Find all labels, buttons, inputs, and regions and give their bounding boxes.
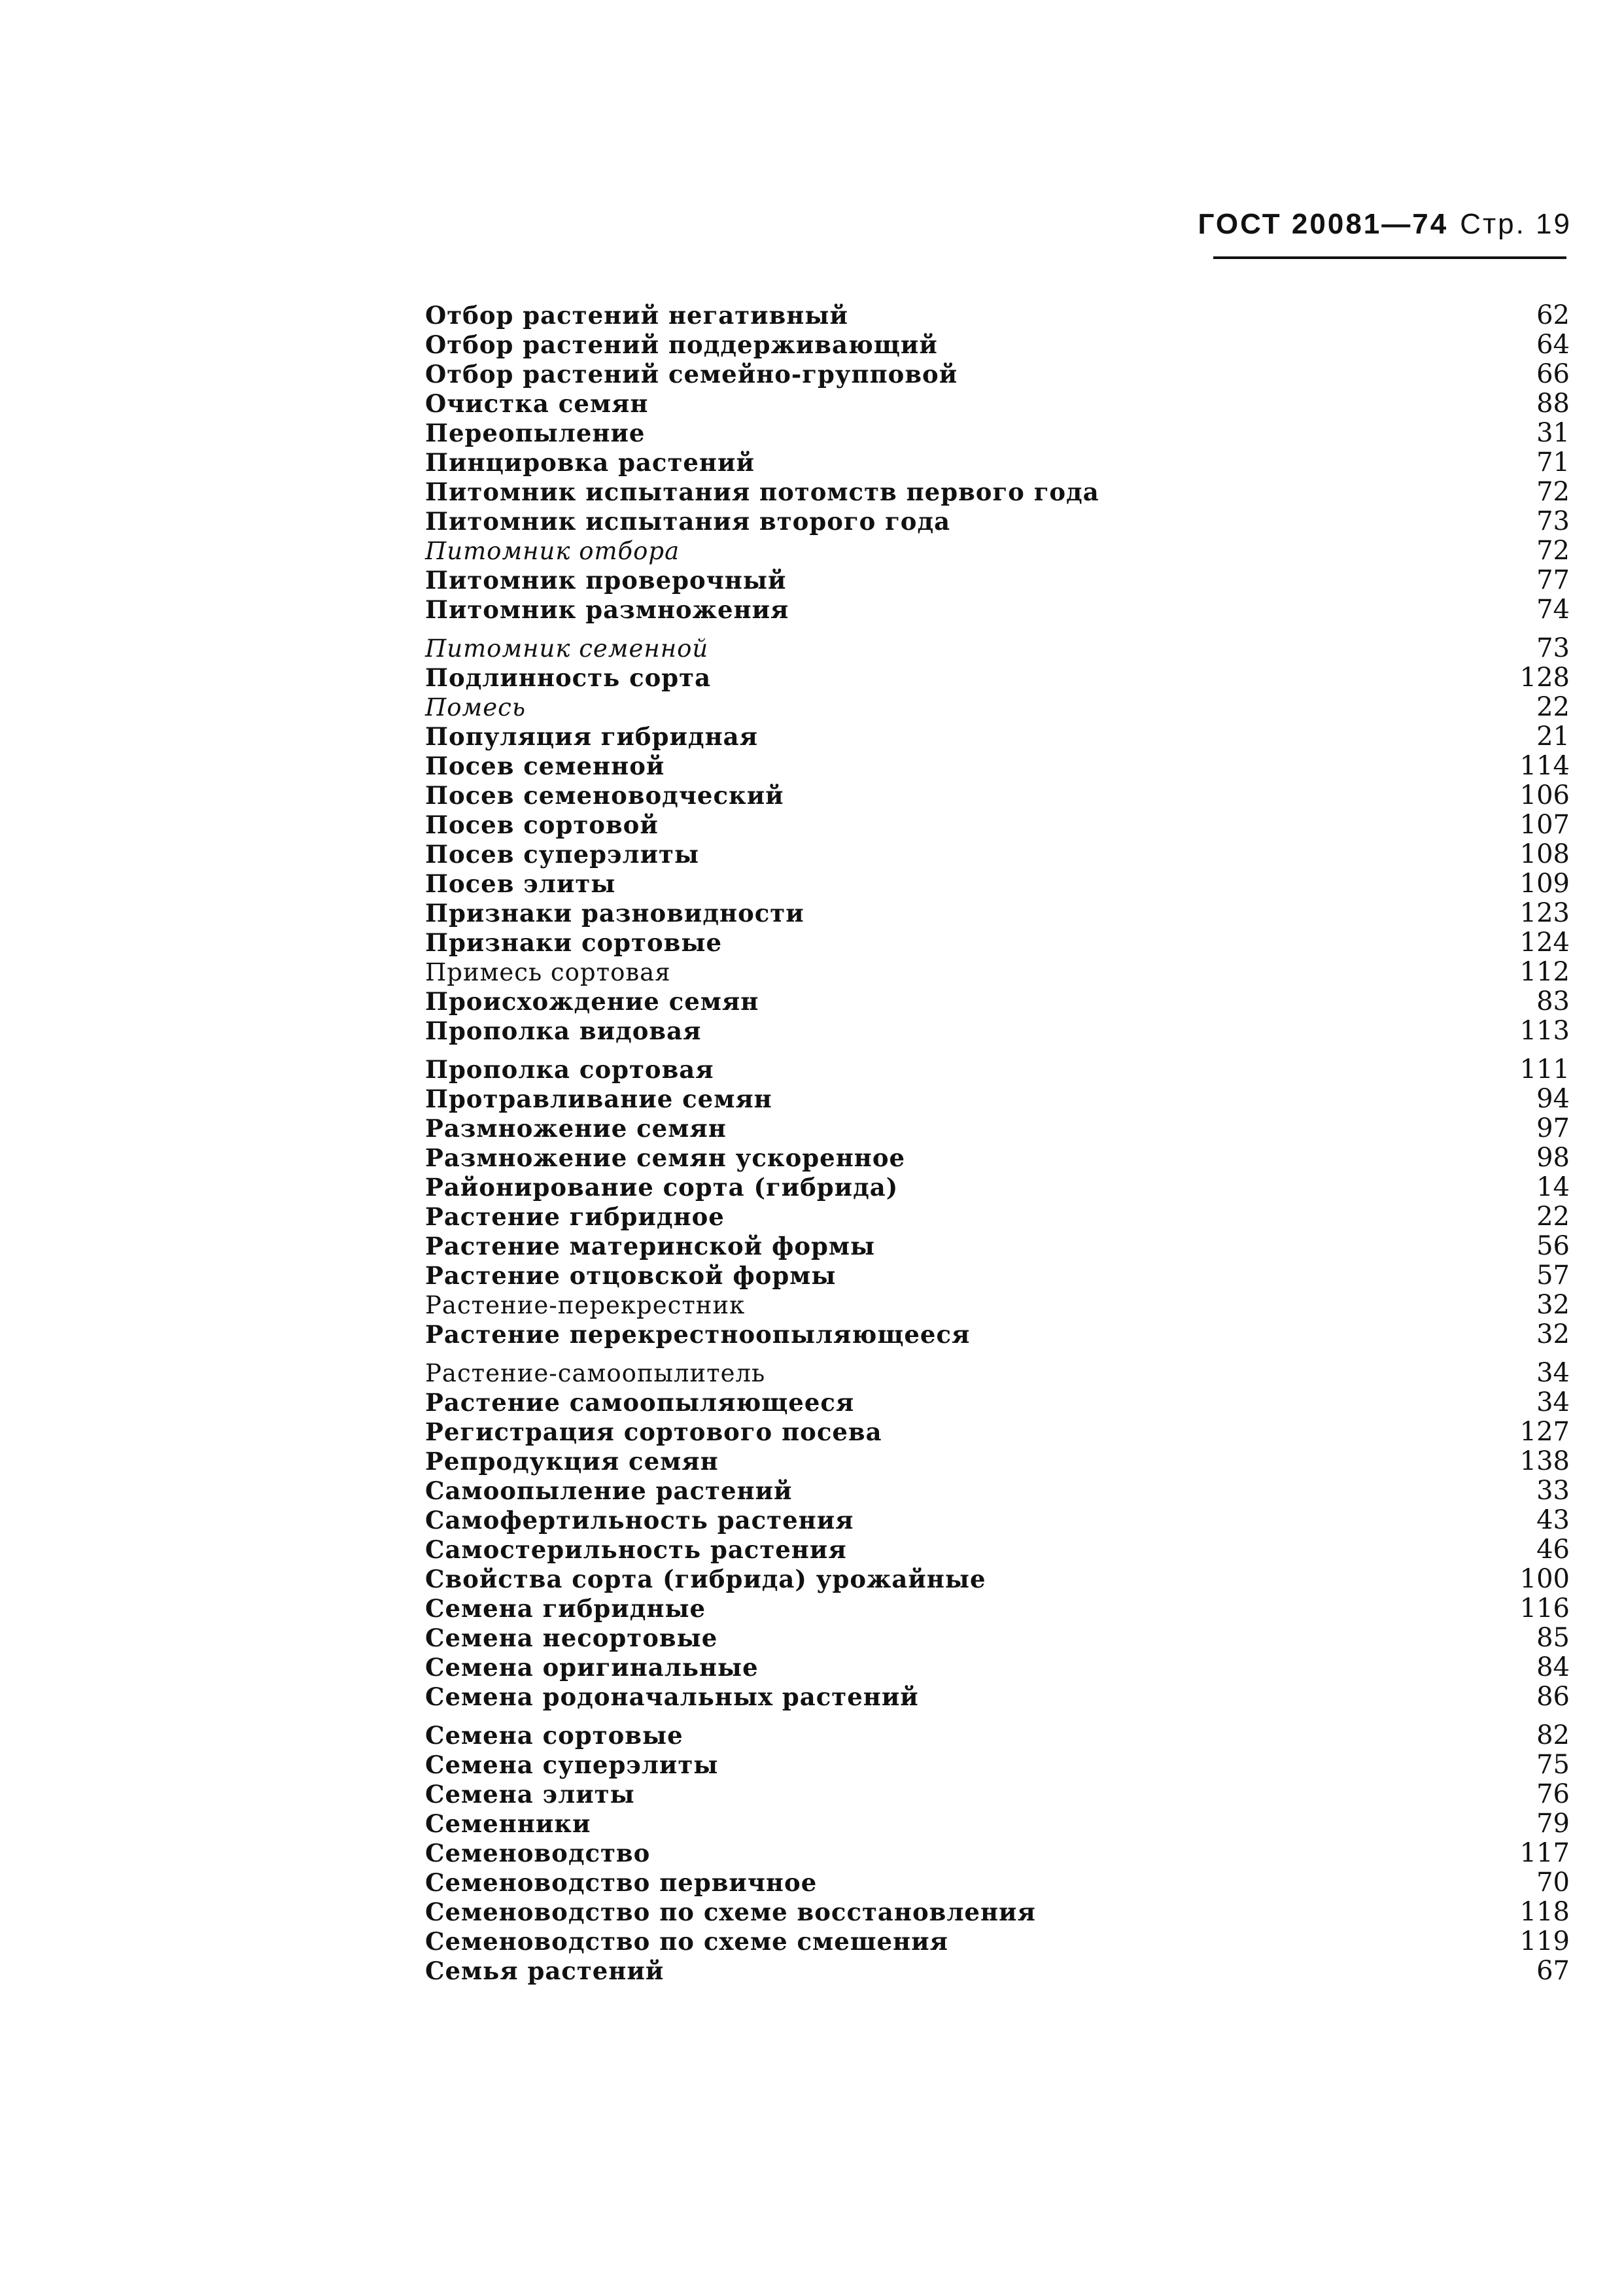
term-index-list bbox=[425, 301, 1570, 1986]
index-term: Растение самоопыляющееся bbox=[425, 1388, 855, 1417]
index-entry bbox=[425, 595, 1570, 625]
index-page-number: 64 bbox=[1536, 330, 1570, 360]
index-term: Отбор растений семейно-групповой bbox=[425, 360, 958, 389]
index-term: Семенники bbox=[425, 1809, 591, 1838]
index-entry bbox=[425, 1476, 1570, 1506]
index-entry bbox=[425, 1417, 1570, 1447]
index-term: Семена суперэлиты bbox=[425, 1750, 719, 1779]
index-term: Пинцировка растений bbox=[425, 448, 755, 477]
index-page-number: 33 bbox=[1536, 1476, 1570, 1506]
index-term: Посев элиты bbox=[425, 869, 616, 898]
index-term: Примесь сортовая bbox=[425, 958, 671, 986]
index-page-number: 114 bbox=[1519, 751, 1570, 781]
index-term: Семена родоначальных растений bbox=[425, 1682, 919, 1711]
index-term: Признаки сортовые bbox=[425, 928, 722, 957]
index-page-number: 118 bbox=[1519, 1897, 1570, 1927]
index-page-number: 107 bbox=[1519, 810, 1570, 840]
index-entry bbox=[425, 781, 1570, 810]
index-entry bbox=[425, 1653, 1570, 1682]
index-term: Питомник размножения bbox=[425, 595, 789, 624]
index-entry bbox=[425, 1085, 1570, 1114]
index-page-number: 43 bbox=[1536, 1505, 1570, 1535]
index-entry bbox=[425, 1868, 1570, 1898]
index-entry bbox=[425, 536, 1570, 566]
index-page-number: 72 bbox=[1536, 536, 1570, 566]
index-term: Помесь bbox=[425, 693, 526, 721]
index-term: Питомник отбора bbox=[425, 537, 680, 565]
index-entry bbox=[425, 1388, 1570, 1417]
index-page-number: 70 bbox=[1536, 1867, 1570, 1898]
index-page-number: 108 bbox=[1519, 839, 1570, 869]
index-page-number: 128 bbox=[1519, 663, 1570, 693]
index-term: Самостерильность растения bbox=[425, 1535, 847, 1564]
index-page-number: 32 bbox=[1536, 1290, 1570, 1320]
index-page-number: 73 bbox=[1536, 506, 1570, 536]
index-term: Питомник семенной bbox=[425, 634, 709, 663]
index-entry bbox=[425, 360, 1570, 389]
index-entry bbox=[425, 1623, 1570, 1653]
index-entry bbox=[425, 477, 1570, 507]
index-entry bbox=[425, 1055, 1570, 1085]
index-page-number: 100 bbox=[1519, 1564, 1570, 1594]
index-entry bbox=[425, 663, 1570, 693]
index-term: Протравливание семян bbox=[425, 1085, 772, 1113]
index-page-number: 123 bbox=[1519, 898, 1570, 928]
index-term: Семеноводство по схеме восстановления bbox=[425, 1898, 1036, 1926]
index-page-number: 116 bbox=[1519, 1593, 1570, 1623]
index-entry bbox=[425, 389, 1570, 419]
index-page-number: 31 bbox=[1536, 418, 1570, 448]
index-entry bbox=[425, 1114, 1570, 1143]
index-term: Подлинность сорта bbox=[425, 663, 712, 692]
index-term: Растение-самоопылитель bbox=[425, 1359, 766, 1387]
index-term: Отбор растений поддерживающий bbox=[425, 330, 938, 359]
index-page-number: 21 bbox=[1536, 721, 1570, 752]
index-entry bbox=[425, 1016, 1570, 1046]
index-entry bbox=[425, 1780, 1570, 1809]
index-term: Питомник испытания потомств первого года bbox=[425, 477, 1099, 506]
index-page-number: 57 bbox=[1536, 1260, 1570, 1291]
index-page-number: 73 bbox=[1536, 633, 1570, 663]
index-page-number: 124 bbox=[1519, 928, 1570, 958]
standard-designation: ГОСТ 20081—74 bbox=[1198, 208, 1449, 240]
index-page-number: 106 bbox=[1519, 780, 1570, 810]
index-page-number: 84 bbox=[1536, 1652, 1570, 1682]
page-number-label: Стр. 19 bbox=[1460, 208, 1572, 240]
index-page-number: 22 bbox=[1536, 1202, 1570, 1232]
index-entry bbox=[425, 1750, 1570, 1780]
index-page-number: 113 bbox=[1519, 1016, 1570, 1046]
index-entry bbox=[425, 1291, 1570, 1320]
index-page-number: 76 bbox=[1536, 1779, 1570, 1809]
index-page-number: 67 bbox=[1536, 1956, 1570, 1986]
index-page-number: 75 bbox=[1536, 1750, 1570, 1780]
index-page-number: 46 bbox=[1536, 1535, 1570, 1565]
index-page-number: 77 bbox=[1536, 565, 1570, 595]
index-page-number: 71 bbox=[1536, 447, 1570, 477]
index-entry bbox=[425, 1447, 1570, 1476]
index-entry bbox=[425, 869, 1570, 899]
index-term: Прополка видовая bbox=[425, 1016, 702, 1045]
index-entry bbox=[425, 840, 1570, 869]
index-entry bbox=[425, 899, 1570, 928]
index-entry bbox=[425, 693, 1570, 722]
index-entry bbox=[425, 1320, 1570, 1349]
index-entry bbox=[425, 1839, 1570, 1868]
index-term: Отбор растений негативный bbox=[425, 301, 848, 330]
index-page-number: 127 bbox=[1519, 1417, 1570, 1447]
index-term: Происхождение семян bbox=[425, 987, 759, 1016]
index-page-number: 66 bbox=[1536, 359, 1570, 389]
index-term: Популяция гибридная bbox=[425, 722, 758, 751]
index-entry bbox=[425, 1956, 1570, 1986]
index-page-number: 14 bbox=[1536, 1172, 1570, 1202]
index-term: Растение отцовской формы bbox=[425, 1261, 837, 1290]
index-entry bbox=[425, 1535, 1570, 1565]
index-page-number: 111 bbox=[1519, 1054, 1570, 1085]
index-entry bbox=[425, 1202, 1570, 1232]
index-term: Признаки разновидности bbox=[425, 899, 804, 928]
index-term: Посев семеноводческий bbox=[425, 781, 784, 810]
index-page-number: 119 bbox=[1519, 1926, 1570, 1956]
index-page-number: 88 bbox=[1536, 389, 1570, 419]
index-entry bbox=[425, 810, 1570, 840]
index-term: Посев семенной bbox=[425, 752, 665, 780]
index-page-number: 79 bbox=[1536, 1809, 1570, 1839]
index-term: Семена несортовые bbox=[425, 1623, 718, 1652]
index-entry bbox=[425, 448, 1570, 477]
index-term: Посев сортовой bbox=[425, 810, 659, 839]
index-term: Семена элиты bbox=[425, 1780, 635, 1809]
running-header bbox=[1198, 208, 1572, 241]
index-term: Репродукция семян bbox=[425, 1447, 719, 1476]
index-term: Семена гибридные bbox=[425, 1594, 706, 1623]
index-entry bbox=[425, 1898, 1570, 1927]
index-term: Прополка сортовая bbox=[425, 1055, 714, 1084]
index-page-number: 62 bbox=[1536, 300, 1570, 330]
index-entry bbox=[425, 566, 1570, 595]
index-term: Размножение семян bbox=[425, 1114, 727, 1143]
index-entry bbox=[425, 1173, 1570, 1202]
index-page-number: 86 bbox=[1536, 1682, 1570, 1712]
index-term: Районирование сорта (гибрида) bbox=[425, 1173, 899, 1202]
index-entry bbox=[425, 752, 1570, 781]
index-entry bbox=[425, 1682, 1570, 1712]
index-term: Питомник проверочный bbox=[425, 566, 787, 595]
index-term: Размножение семян ускоренное bbox=[425, 1143, 906, 1172]
index-term: Очистка семян bbox=[425, 389, 649, 418]
index-term: Свойства сорта (гибрида) урожайные bbox=[425, 1565, 986, 1593]
index-entry bbox=[425, 1359, 1570, 1388]
index-page-number: 117 bbox=[1519, 1838, 1570, 1868]
index-entry bbox=[425, 1927, 1570, 1956]
index-term: Семена сортовые bbox=[425, 1721, 683, 1750]
index-entry bbox=[425, 507, 1570, 536]
index-term: Растение материнской формы bbox=[425, 1232, 876, 1260]
index-entry bbox=[425, 1594, 1570, 1623]
header-rule bbox=[1213, 256, 1566, 259]
index-entry bbox=[425, 1261, 1570, 1291]
index-term: Самоопыление растений bbox=[425, 1476, 793, 1505]
index-page-number: 94 bbox=[1536, 1084, 1570, 1114]
index-term: Семья растений bbox=[425, 1956, 665, 1985]
index-entry bbox=[425, 1506, 1570, 1535]
index-page-number: 138 bbox=[1519, 1446, 1570, 1476]
index-entry bbox=[425, 330, 1570, 360]
index-term: Семеноводство по схеме смешения bbox=[425, 1927, 948, 1956]
index-page-number: 112 bbox=[1519, 957, 1570, 987]
index-entry bbox=[425, 1721, 1570, 1750]
index-page-number: 34 bbox=[1536, 1358, 1570, 1388]
index-term: Питомник испытания второго года bbox=[425, 507, 951, 536]
index-page-number: 98 bbox=[1536, 1143, 1570, 1173]
index-term: Самофертильность растения bbox=[425, 1506, 854, 1535]
index-page-number: 85 bbox=[1536, 1623, 1570, 1653]
index-term: Растение перекрестноопыляющееся bbox=[425, 1320, 971, 1349]
index-page-number: 34 bbox=[1536, 1387, 1570, 1417]
index-page-number: 72 bbox=[1536, 477, 1570, 507]
index-term: Регистрация сортового посева bbox=[425, 1417, 882, 1446]
index-entry bbox=[425, 301, 1570, 330]
index-term: Растение гибридное bbox=[425, 1202, 725, 1231]
index-entry bbox=[425, 1143, 1570, 1173]
index-term: Переопыление bbox=[425, 419, 646, 447]
index-entry bbox=[425, 722, 1570, 752]
index-page-number: 83 bbox=[1536, 986, 1570, 1016]
index-page-number: 97 bbox=[1536, 1113, 1570, 1143]
index-term: Семена оригинальные bbox=[425, 1653, 759, 1682]
index-term: Семеноводство bbox=[425, 1839, 651, 1867]
index-term: Семеноводство первичное bbox=[425, 1868, 818, 1897]
index-entry bbox=[425, 1809, 1570, 1839]
index-entry bbox=[425, 1565, 1570, 1594]
index-page-number: 32 bbox=[1536, 1319, 1570, 1349]
index-entry bbox=[425, 1232, 1570, 1261]
index-page-number: 82 bbox=[1536, 1720, 1570, 1750]
index-page-number: 74 bbox=[1536, 595, 1570, 625]
index-entry bbox=[425, 958, 1570, 987]
index-term: Посев суперэлиты bbox=[425, 840, 700, 869]
index-page-number: 56 bbox=[1536, 1231, 1570, 1261]
index-page-number: 109 bbox=[1519, 869, 1570, 899]
index-entry bbox=[425, 419, 1570, 448]
index-term: Растение-перекрестник bbox=[425, 1291, 746, 1319]
index-entry bbox=[425, 928, 1570, 958]
index-entry bbox=[425, 987, 1570, 1016]
index-page-number: 22 bbox=[1536, 692, 1570, 722]
index-entry bbox=[425, 634, 1570, 663]
